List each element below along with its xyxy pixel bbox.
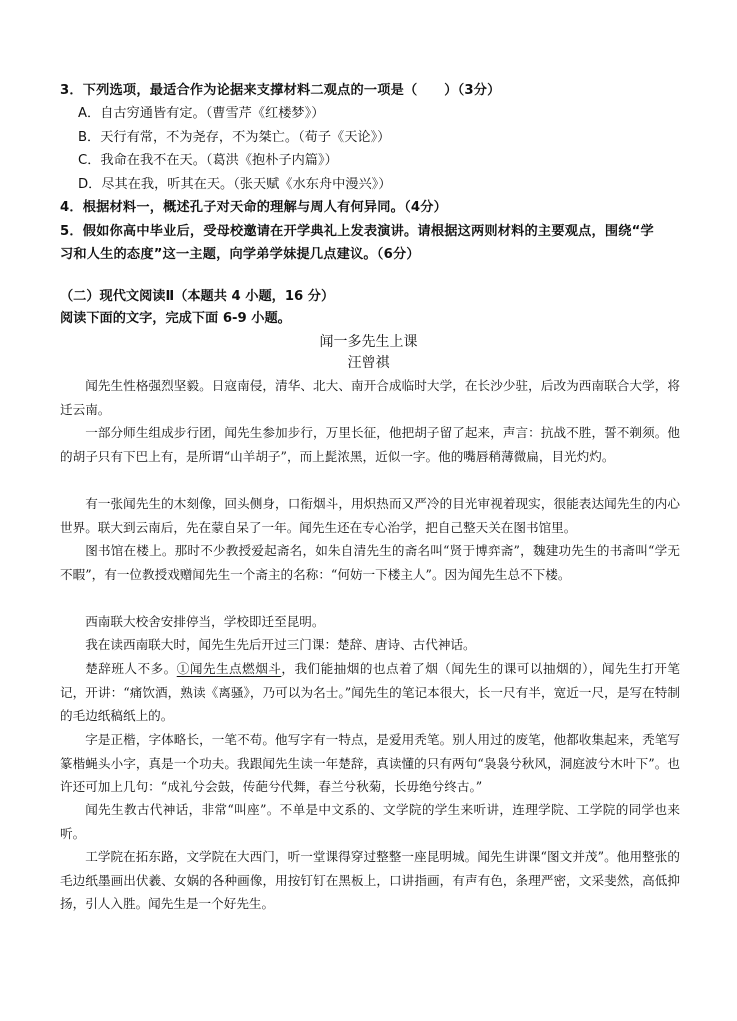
article-paragraph-10: 工学院在拓东路，文学院在大西门，听一堂课得穿过整整一座昆明城。闻先生讲课“图文并茂”。他用整张的毛边纸墨画出伏羲、女娲的各种画像，用按钉钉在黑板上，口讲指画，有声有色，条理严密，文采斐然，高低抑扬，引人入胜。闻先生是一个好先生。 [60,849,680,911]
article-paragraph-9: 闻先生教古代神话，非常“叫座”。不单是中文系的、文学院的学生来听讲，连理学院、工学院的同学也来听。 [60,802,680,841]
question-4: 4．根据材料一，概述孔子对天命的理解与周人有何异同。（4分） [60,200,447,215]
section-instruction: 阅读下面的文字，完成下面 6-9 小题。 [60,311,291,326]
option-d: D．尽其在我，听其在天。（张天赋《水东舟中漫兴》） [78,177,392,192]
article-title: 闻一多先生上课 [319,334,418,350]
article-paragraph-8: 字是正楷，字体略长，一笔不苟。他写字有一特点，是爱用秃笔。别人用过的废笔，他都收集起来，秃笔写篆楷蝇头小字，真是一个功夫。我跟闻先生读一年楚辞，真读懂的只有两句“袅袅兮秋风，洞庭波兮木叶下”。也许还可加上几句：“成礼兮会鼓，传葩兮代舞，春兰兮秋菊，长毋绝兮终古。” [60,732,680,794]
article-paragraph-1: 闻先生性格强烈坚毅。日寇南侵，清华、北大、南开合成临时大学，在长沙少驻，后改为西南联合大学，将迁云南。 [60,378,680,417]
option-a: A．自古穷通皆有定。（曹雪芹《红楼梦》） [78,106,325,121]
paragraph-7-rest: ，我们能抽烟的也点着了烟（闻先生的课可以抽烟的），闻先生打开笔记，开讲：“痛饮酒，熟读《离骚》，乃可以为名士。”闻先生的笔记本很大，长一尺有半，宽近一尺，是写在特制的毛边纸稿纸上的。 [60,661,680,723]
article-paragraph-6: 我在读西南联大时，闻先生先后开过三门课：楚辞、唐诗、古代神话。 [85,637,476,652]
question-3: 3．下列选项，最适合作为论据来支撑材料二观点的一项是（ ）（3分） [60,83,501,98]
question-5-line-1: 5．假如你高中毕业后，受母校邀请在开学典礼上发表演讲。请根据这两则材料的主要观点，围绕“学 [60,224,654,239]
article-paragraph-7 [60,657,680,728]
article-paragraph-5: 西南联大校舍安排停当，学校即迁至昆明。 [85,614,325,629]
article-paragraph-2: 一部分师生组成步行团，闻先生参加步行，万里长征，他把胡子留了起来，声言：抗战不胜，誓不剃须。他的胡子只有下巴上有，是所谓“山羊胡子”，而上髭浓黑，近似一字。他的嘴唇稍薄微扁，目光灼灼。 [60,425,680,464]
article-paragraph-4: 图书馆在楼上。那时不少教授爱起斋名，如朱自清先生的斋名叫“贤于博弈斋”，魏建功先生的书斋叫“学无不暇”，有一位教授戏赠闻先生一个斋主的名称：“何妨一下楼主人”。因为闻先生总不下楼。 [60,543,680,582]
marked-sentence-1: ①闻先生点燃烟斗 [176,661,282,676]
paragraph-7-start: 楚辞班人不多。 [85,661,177,676]
section-heading: （二）现代文阅读Ⅱ（本题共 4 小题，16 分） [60,289,335,304]
article-author: 汪曾祺 [347,355,390,371]
option-c: C．我命在我不在天。（葛洪《抱朴子内篇》） [78,153,338,168]
option-b: B．天行有常，不为尧存，不为桀亡。（荀子《天论》） [78,130,391,145]
article-paragraph-3: 有一张闻先生的木刻像，回头侧身，口衔烟斗，用炽热而又严冷的目光审视着现实，很能表达闻先生的内心世界。联大到云南后，先在蒙自呆了一年。闻先生还在专心治学，把自己整天关在图书馆里。 [60,496,680,535]
question-5-line-2: 习和人生的态度”这一主题，向学弟学妹提几点建议。（6分） [60,247,420,262]
